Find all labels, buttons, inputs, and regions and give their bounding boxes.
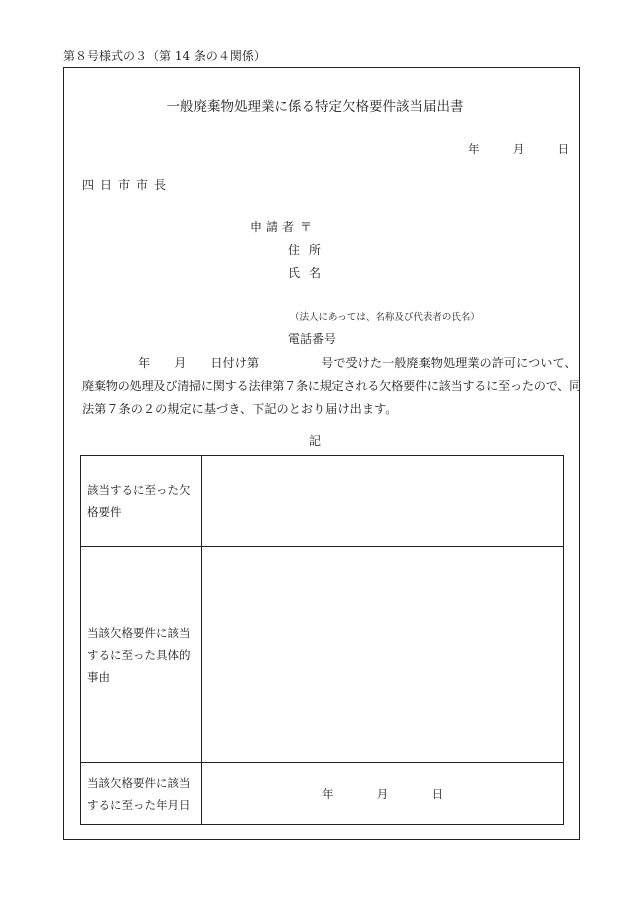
details-table (80, 455, 564, 825)
row-date-day: 日 (431, 786, 444, 801)
body-line-1-rest: 号で受けた一般廃棄物処理業の許可について、 (321, 356, 577, 370)
row-date-month: 月 (376, 786, 389, 801)
table-row (81, 547, 564, 763)
date-day: 日 (557, 142, 570, 156)
form-number: 第８号様式の３（第 14 条の４関係） (63, 49, 266, 63)
requirement-input-cell[interactable] (202, 456, 564, 547)
address-label: 住所 (288, 243, 331, 257)
postal-mark: 〒 (300, 220, 313, 234)
submission-date (468, 141, 569, 157)
name-note: （法人にあっては、名称及び代表者の氏名） (290, 312, 480, 323)
date-month: 月 (512, 142, 525, 156)
addressee: 四日市市長 (82, 178, 173, 192)
body-line-1 (82, 354, 577, 371)
name-label: 氏名 (288, 266, 331, 280)
date-year: 年 (468, 142, 480, 156)
applicant-label: 申請者 (250, 220, 299, 234)
row-label-date: 当該欠格要件に該当するに至った年月日 (81, 763, 202, 825)
body-dated-no: 日付け第 (210, 356, 260, 370)
row-date-year: 年 (321, 786, 334, 801)
phone-label: 電話番号 (288, 332, 337, 346)
body-line-3: 法第７条の２の規定に基づき、下記のとおり届け出ます。 (82, 402, 398, 416)
document-title: 一般廃棄物処理業に係る特定欠格要件該当届出書 (166, 99, 464, 115)
ki-heading: 記 (308, 434, 321, 448)
body-line-2: 廃棄物の処理及び清掃に関する法律第７条に規定される欠格要件に該当するに至ったので、同 (82, 379, 582, 393)
date-input-cell[interactable] (202, 763, 564, 825)
table-row (81, 763, 564, 825)
body-month: 月 (174, 356, 187, 370)
table-row (81, 456, 564, 547)
reason-input-cell[interactable] (202, 547, 564, 763)
row-label-requirement: 該当するに至った欠格要件 (81, 456, 202, 547)
row-label-reason: 当該欠格要件に該当するに至った具体的事由 (81, 547, 202, 763)
body-year: 年 (138, 356, 151, 370)
